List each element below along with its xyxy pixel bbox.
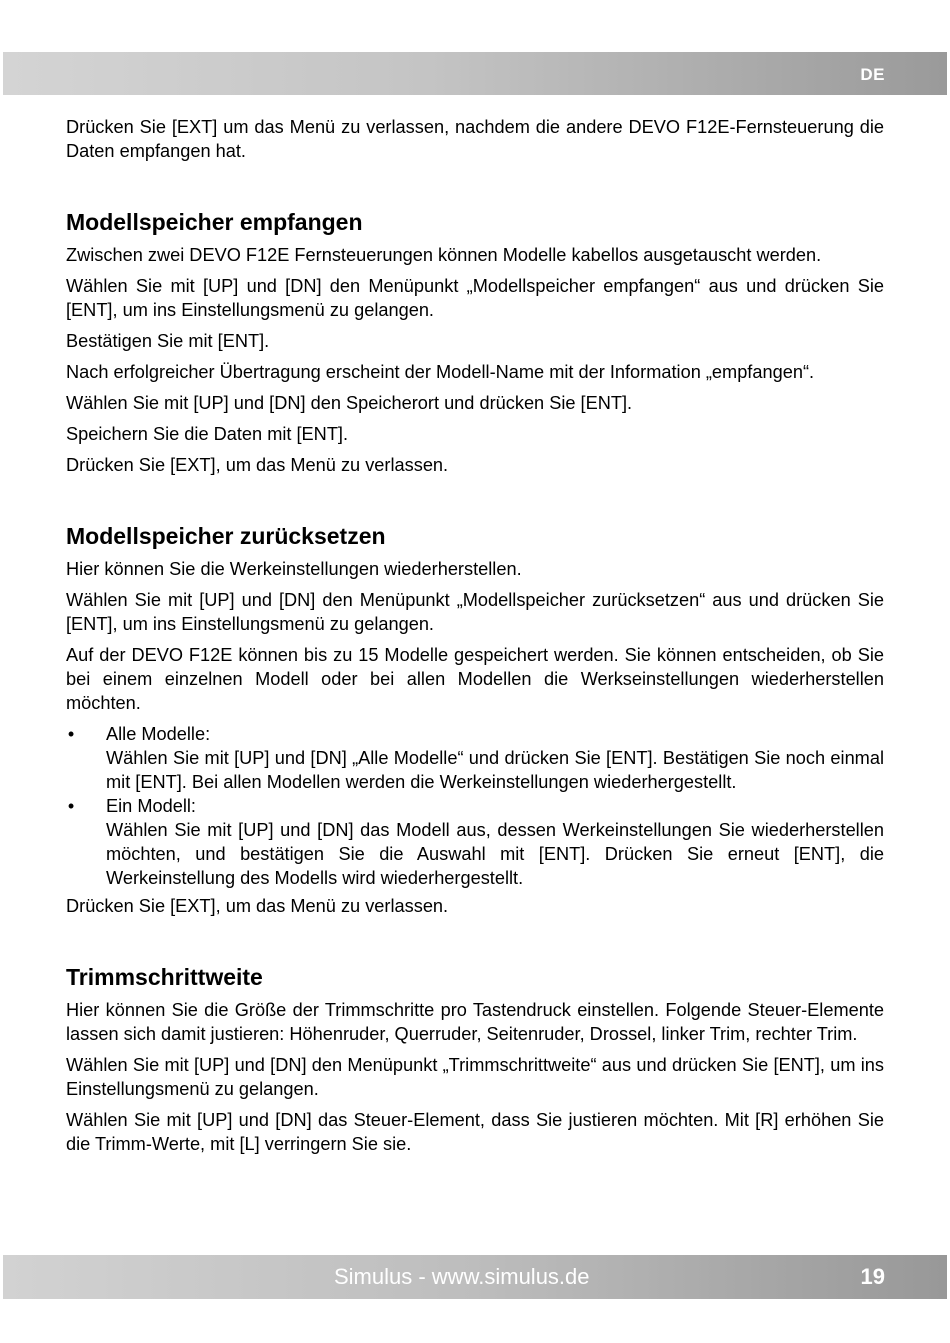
paragraph: Wählen Sie mit [UP] und [DN] das Steuer-Element, dass Sie justieren möchten. Mit [R] erhöhen Sie die Trimm-Werte, mit [L] verringern Sie sie. [66,1110,884,1154]
intro-paragraph: Drücken Sie [EXT] um das Menü zu verlassen, nachdem die andere DEVO F12E-Fernsteuerung die Daten empfangen hat. [66,117,884,161]
section-title: Modellspeicher zurücksetzen [66,523,386,549]
section-title: Trimmschrittweite [66,964,263,990]
footer-website-text: Simulus - www.simulus.de [334,1264,590,1289]
section-title: Modellspeicher empfangen [66,209,363,235]
bullet-list [66,722,884,890]
paragraph: Wählen Sie mit [UP] und [DN] den Speicherort und drücken Sie [ENT]. [66,393,633,413]
paragraph: Auf der DEVO F12E können bis zu 15 Modelle gespeichert werden. Sie können entscheiden, ob Sie bei einem einzelnen Modell oder bei allen Modellen die Werkseinstellungen wiederherstellen möchten. [66,645,884,713]
paragraph: Zwischen zwei DEVO F12E Fernsteuerungen können Modelle kabellos ausgetauscht werden. [66,245,822,265]
list-item [66,722,884,794]
section-trimmschrittweite [66,962,884,1156]
paragraph: Wählen Sie mit [UP] und [DN] den Menüpunkt „Modellspeicher empfangen“ aus und drücken Sie [ENT], um ins Einstellungsmenü zu gelangen. [66,276,884,320]
paragraph: Drücken Sie [EXT], um das Menü zu verlassen. [66,455,449,475]
paragraph: Wählen Sie mit [UP] und [DN] den Menüpunkt „Trimmschrittweite“ aus und drücken Sie [ENT], um ins Einstellungsmenü zu gelangen. [66,1055,884,1099]
footer-bar [3,1255,947,1299]
section-modellspeicher-zuruecksetzen [66,521,884,918]
bullet-icon: • [67,796,75,816]
page-content [66,115,884,1163]
paragraph: Hier können Sie die Werkeinstellungen wiederherstellen. [66,559,522,579]
paragraph: Hier können Sie die Größe der Trimmschritte pro Tastendruck einstellen. Folgende Steuer-Elemente lassen sich damit justieren: Höhenruder, Querruder, Seitenruder, Drossel, linker Trim, rechter Trim. [66,1000,884,1044]
paragraph: Wählen Sie mit [UP] und [DN] den Menüpunkt „Modellspeicher zurücksetzen“ aus und drücken Sie [ENT], um ins Einstellungsmenü zu gelangen. [66,590,884,634]
paragraph: Drücken Sie [EXT], um das Menü zu verlassen. [66,896,449,916]
paragraph: Bestätigen Sie mit [ENT]. [66,331,270,351]
header-bar [3,52,947,95]
section-modellspeicher-empfangen [66,207,884,477]
bullet-icon: • [67,724,75,744]
list-item-body: Wählen Sie mit [UP] und [DN] „Alle Modelle“ und drücken Sie [ENT]. Bestätigen Sie noch einmal mit [ENT]. Bei allen Modellen werden die Werkeinstellungen wiederhergestellt. [106,748,884,792]
list-item-title: Ein Modell: [106,796,196,816]
paragraph: Nach erfolgreicher Übertragung erscheint der Modell-Name mit der Information „empfangen“. [66,362,815,382]
list-item-title: Alle Modelle: [106,724,211,744]
list-item-body: Wählen Sie mit [UP] und [DN] das Modell aus, dessen Werkeinstellungen Sie wiederherstellen möchten, und bestätigen Sie die Auswahl mit [ENT]. Drücken Sie erneut [ENT], die Werkeinstellung des Modells wird wiederhergestellt. [106,820,884,888]
page-number: 19 [860,1264,885,1289]
list-item [66,794,884,890]
language-label: DE [860,65,885,84]
paragraph: Speichern Sie die Daten mit [ENT]. [66,424,349,444]
